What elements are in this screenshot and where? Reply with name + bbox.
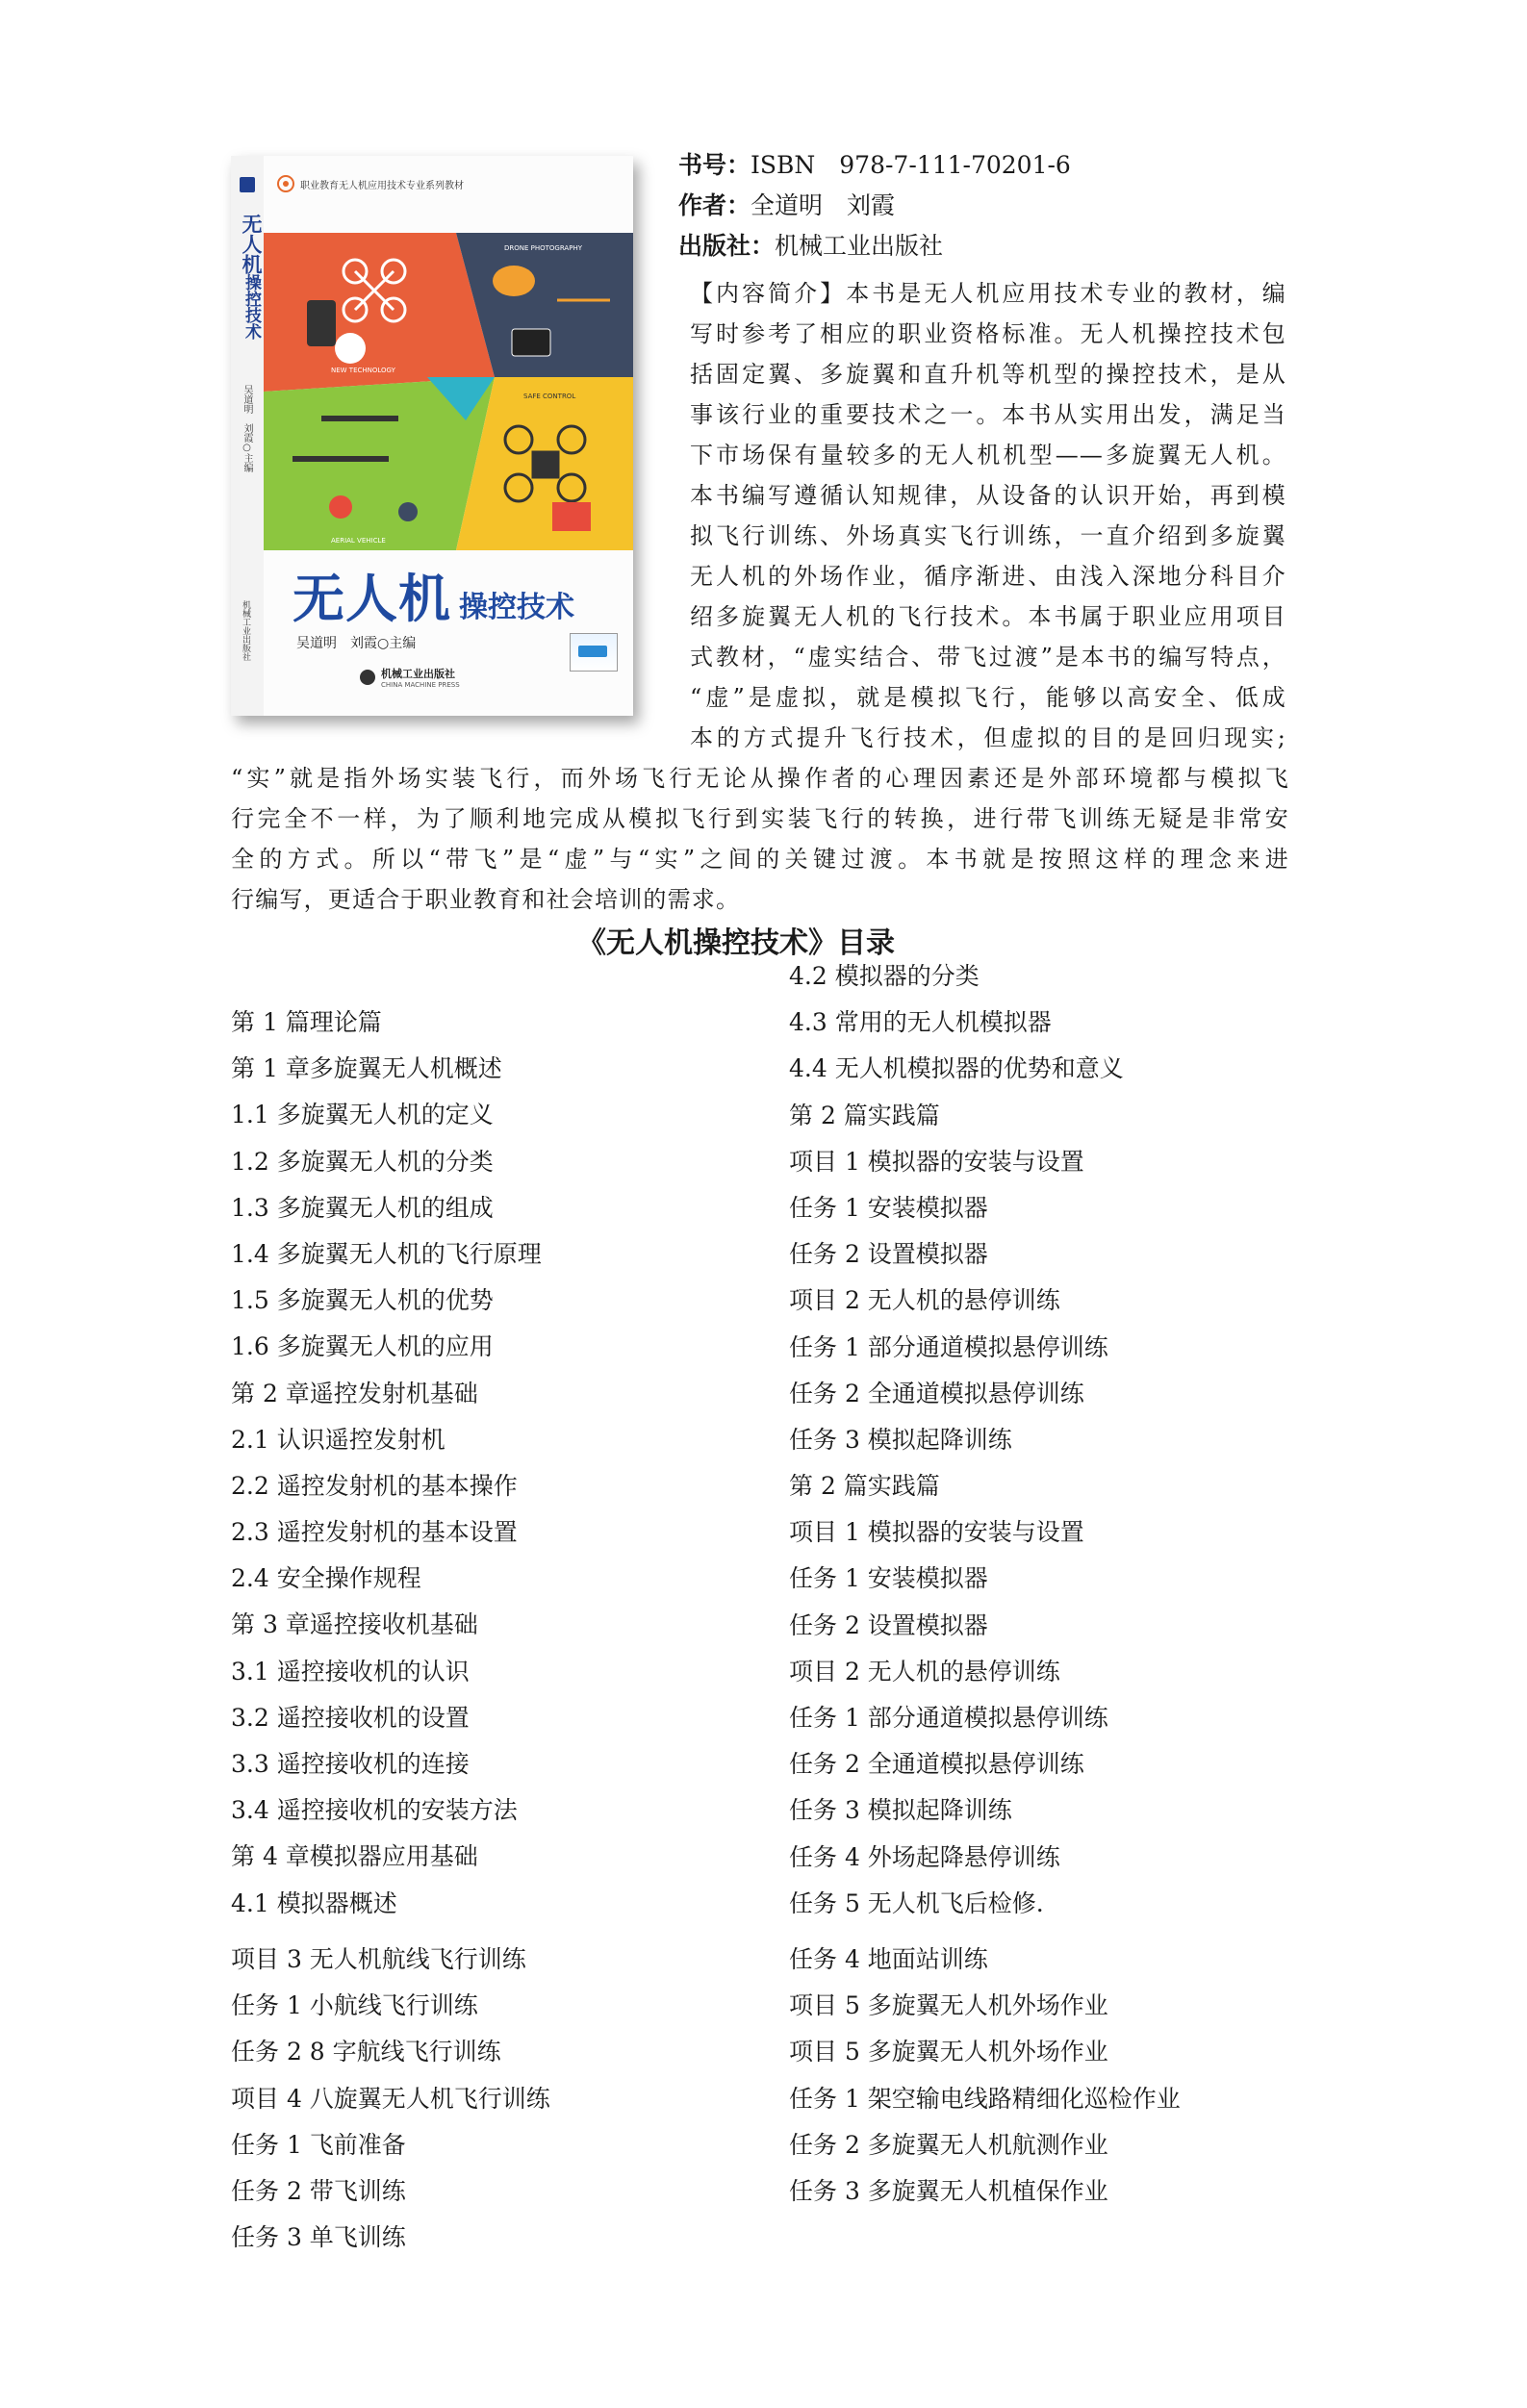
intro-line: “虚”是虚拟，就是模拟飞行，能够以高安全、低成: [690, 684, 1286, 711]
toc-item: 3.1 遥控接收机的认识: [231, 1657, 470, 1686]
spine-authors: 吴道明 刘霞○主编: [242, 385, 252, 472]
toc-item: 项目 2 无人机的悬停训练: [789, 1286, 1060, 1315]
book-cover-image: [231, 156, 633, 716]
intro-line: 拟飞行训练、外场真实飞行训练，一直介绍到多旋翼: [690, 522, 1286, 549]
toc-item: 任务 1 飞前准备: [231, 2130, 406, 2159]
toc-item: 任务 3 单飞训练: [231, 2223, 406, 2252]
cover-badge-icon: [570, 633, 618, 672]
toc-right-column: [789, 953, 1124, 1927]
publisher-line: 出版社：机械工业出版社: [678, 232, 944, 260]
intro-line: 行完全不一样，为了顺利地完成从模拟飞行到实装飞行的转换，进行带飞训练无疑是非常安: [231, 805, 1289, 832]
spine-title: 无人机操控技术: [240, 214, 263, 340]
intro-line: 本书编写遵循认知规律，从设备的认识开始，再到模: [690, 482, 1286, 509]
toc-item: 1.3 多旋翼无人机的组成: [231, 1193, 494, 1222]
author-line: 作者：全道明 刘霞: [678, 191, 896, 219]
toc-item: 3.4 遥控接收机的安装方法: [231, 1796, 518, 1825]
svg-text:NEW TECHNOLOGY: NEW TECHNOLOGY: [331, 367, 395, 374]
intro-line: 下市场保有量较多的无人机机型——多旋翼无人机。: [690, 442, 1286, 469]
cover-front: [264, 156, 633, 716]
toc-item: 3.2 遥控接收机的设置: [231, 1703, 470, 1732]
toc-title: 《无人机操控技术》目录: [577, 926, 895, 960]
toc-item: 任务 1 安装模拟器: [789, 1193, 988, 1222]
intro-line: 写时参考了相应的职业资格标准。无人机操控技术包: [690, 320, 1286, 347]
toc-item: 任务 5 无人机飞后检修.: [789, 1888, 1044, 1917]
toc-item: 1.4 多旋翼无人机的飞行原理: [231, 1239, 542, 1268]
svg-text:AERIAL VEHICLE: AERIAL VEHICLE: [331, 537, 386, 545]
intro-line: 全的方式。所以“带飞”是“虚”与“实”之间的关键过渡。本书就是按照这样的理念来进: [231, 846, 1289, 873]
toc-item: 任务 2 全通道模拟悬停训练: [789, 1750, 1084, 1779]
toc-left-column: [231, 1000, 542, 1927]
intro-line: 括固定翼、多旋翼和直升机等机型的操控技术，是从: [690, 361, 1286, 388]
drone-icon-2: [493, 266, 535, 296]
toc-item: 任务 1 小航线飞行训练: [231, 1991, 478, 2020]
svg-text:DRONE PHOTOGRAPHY: DRONE PHOTOGRAPHY: [504, 244, 582, 252]
cover-authors: 吴道明 刘霞○主编: [296, 636, 417, 651]
toc-item: 2.2 遥控发射机的基本操作: [231, 1471, 518, 1500]
toc-item: 任务 2 多旋翼无人机航测作业: [789, 2130, 1108, 2159]
toc-item: 第 1 章多旋翼无人机概述: [231, 1054, 502, 1083]
toc-item: 任务 4 外场起降悬停训练: [789, 1842, 1060, 1871]
toc-item: 任务 3 多旋翼无人机植保作业: [789, 2176, 1108, 2205]
toc-right-column-2: [789, 1937, 1181, 2215]
toc-item: 4.1 模拟器概述: [231, 1888, 397, 1917]
toc-item: 任务 1 部分通道模拟悬停训练: [789, 1704, 1108, 1732]
toc-item: 任务 2 带飞训练: [231, 2176, 406, 2205]
toc-item: 1.1 多旋翼无人机的定义: [231, 1101, 494, 1129]
toc-item: 第 3 章遥控接收机基础: [231, 1610, 478, 1639]
cover-artwork: [264, 233, 633, 550]
book-spine: [231, 156, 265, 716]
intro-line: “实”就是指外场实装飞行，而外场飞行无论从操作者的心理因素还是外部环境都与模拟飞: [231, 765, 1289, 792]
toc-item: 任务 1 部分通道模拟悬停训练: [789, 1332, 1108, 1361]
toc-item: 任务 3 模拟起降训练: [789, 1425, 1012, 1454]
toc-item: 1.6 多旋翼无人机的应用: [231, 1332, 494, 1361]
cover-publisher: 机械工业出版社 CHINA MACHINE PRESS: [360, 666, 460, 689]
toc-item: 第 2 章遥控发射机基础: [231, 1379, 478, 1407]
toc-item: 第 4 章模拟器应用基础: [231, 1842, 478, 1871]
toc-item: 任务 2 全通道模拟悬停训练: [789, 1379, 1084, 1407]
toc-item: 任务 1 架空输电线路精细化巡检作业: [789, 2084, 1181, 2113]
toc-item: 第 2 篇实践篇: [789, 1472, 940, 1501]
toc-item: 项目 2 无人机的悬停训练: [789, 1657, 1060, 1686]
toc-item: 任务 2 设置模拟器: [789, 1240, 988, 1269]
toc-item: 项目 5 多旋翼无人机外场作业: [789, 2038, 1108, 2066]
spine-publisher: 机械工业出版社: [241, 600, 250, 661]
toc-item: 任务 4 地面站训练: [789, 1945, 988, 1973]
cover-series: 职业教育无人机应用技术专业系列教材: [277, 175, 464, 192]
series-logo-icon: [277, 175, 294, 192]
toc-item: 2.1 认识遥控发射机: [231, 1425, 445, 1454]
toc-left-column-2: [231, 1937, 550, 2261]
toc-item: 1.5 多旋翼无人机的优势: [231, 1286, 494, 1315]
toc-item: 任务 2 设置模拟器: [789, 1610, 988, 1639]
toc-item: 任务 2 8 字航线飞行训练: [231, 2038, 501, 2066]
intro-line: 绍多旋翼无人机的飞行技术。本书属于职业应用项目: [690, 603, 1286, 630]
toc-item: 项目 1 模拟器的安装与设置: [789, 1518, 1084, 1547]
intro-line: 式教材，“虚实结合、带飞过渡”是本书的编写特点，: [690, 644, 1286, 671]
toc-item: 2.3 遥控发射机的基本设置: [231, 1518, 518, 1547]
cover-title: 无人机 操控技术: [293, 569, 574, 629]
toc-item: 第 2 篇实践篇: [789, 1101, 940, 1129]
intro-line: 【内容简介】本书是无人机应用技术专业的教材，编: [690, 280, 1286, 307]
intro-line: 事该行业的重要技术之一。本书从实用出发，满足当: [690, 401, 1286, 428]
toc-item: 第 1 篇理论篇: [231, 1008, 382, 1036]
toc-item: 4.4 无人机模拟器的优势和意义: [789, 1054, 1124, 1083]
intro-line: 行编写，更适合于职业教育和社会培训的需求。: [231, 886, 741, 913]
spine-badge: [240, 177, 255, 192]
toc-item: 任务 1 安装模拟器: [789, 1564, 988, 1593]
intro-line: 无人机的外场作业，循序渐进、由浅入深地分科目介: [690, 563, 1286, 590]
toc-item: 4.2 模拟器的分类: [789, 962, 980, 990]
toc-item: 4.3 常用的无人机模拟器: [789, 1008, 1052, 1037]
toc-item: 项目 5 多旋翼无人机外场作业: [789, 1991, 1108, 2020]
publisher-logo-icon: [360, 670, 375, 685]
intro-line: 本的方式提升飞行技术，但虚拟的目的是回归现实;: [690, 724, 1286, 751]
toc-item: 项目 4 八旋翼无人机飞行训练: [231, 2084, 550, 2113]
toc-item: 1.2 多旋翼无人机的分类: [231, 1147, 494, 1176]
toc-item: 项目 3 无人机航线飞行训练: [231, 1945, 526, 1973]
toc-item: 2.4 安全操作规程: [231, 1564, 421, 1593]
toc-item: 项目 1 模拟器的安装与设置: [789, 1147, 1084, 1176]
toc-item: 3.3 遥控接收机的连接: [231, 1750, 470, 1778]
svg-text:SAFE CONTROL: SAFE CONTROL: [523, 393, 576, 400]
toc-item: 任务 3 模拟起降训练: [789, 1796, 1012, 1825]
isbn-line: 书号：ISBN 978-7-111-70201-6: [678, 151, 1071, 179]
